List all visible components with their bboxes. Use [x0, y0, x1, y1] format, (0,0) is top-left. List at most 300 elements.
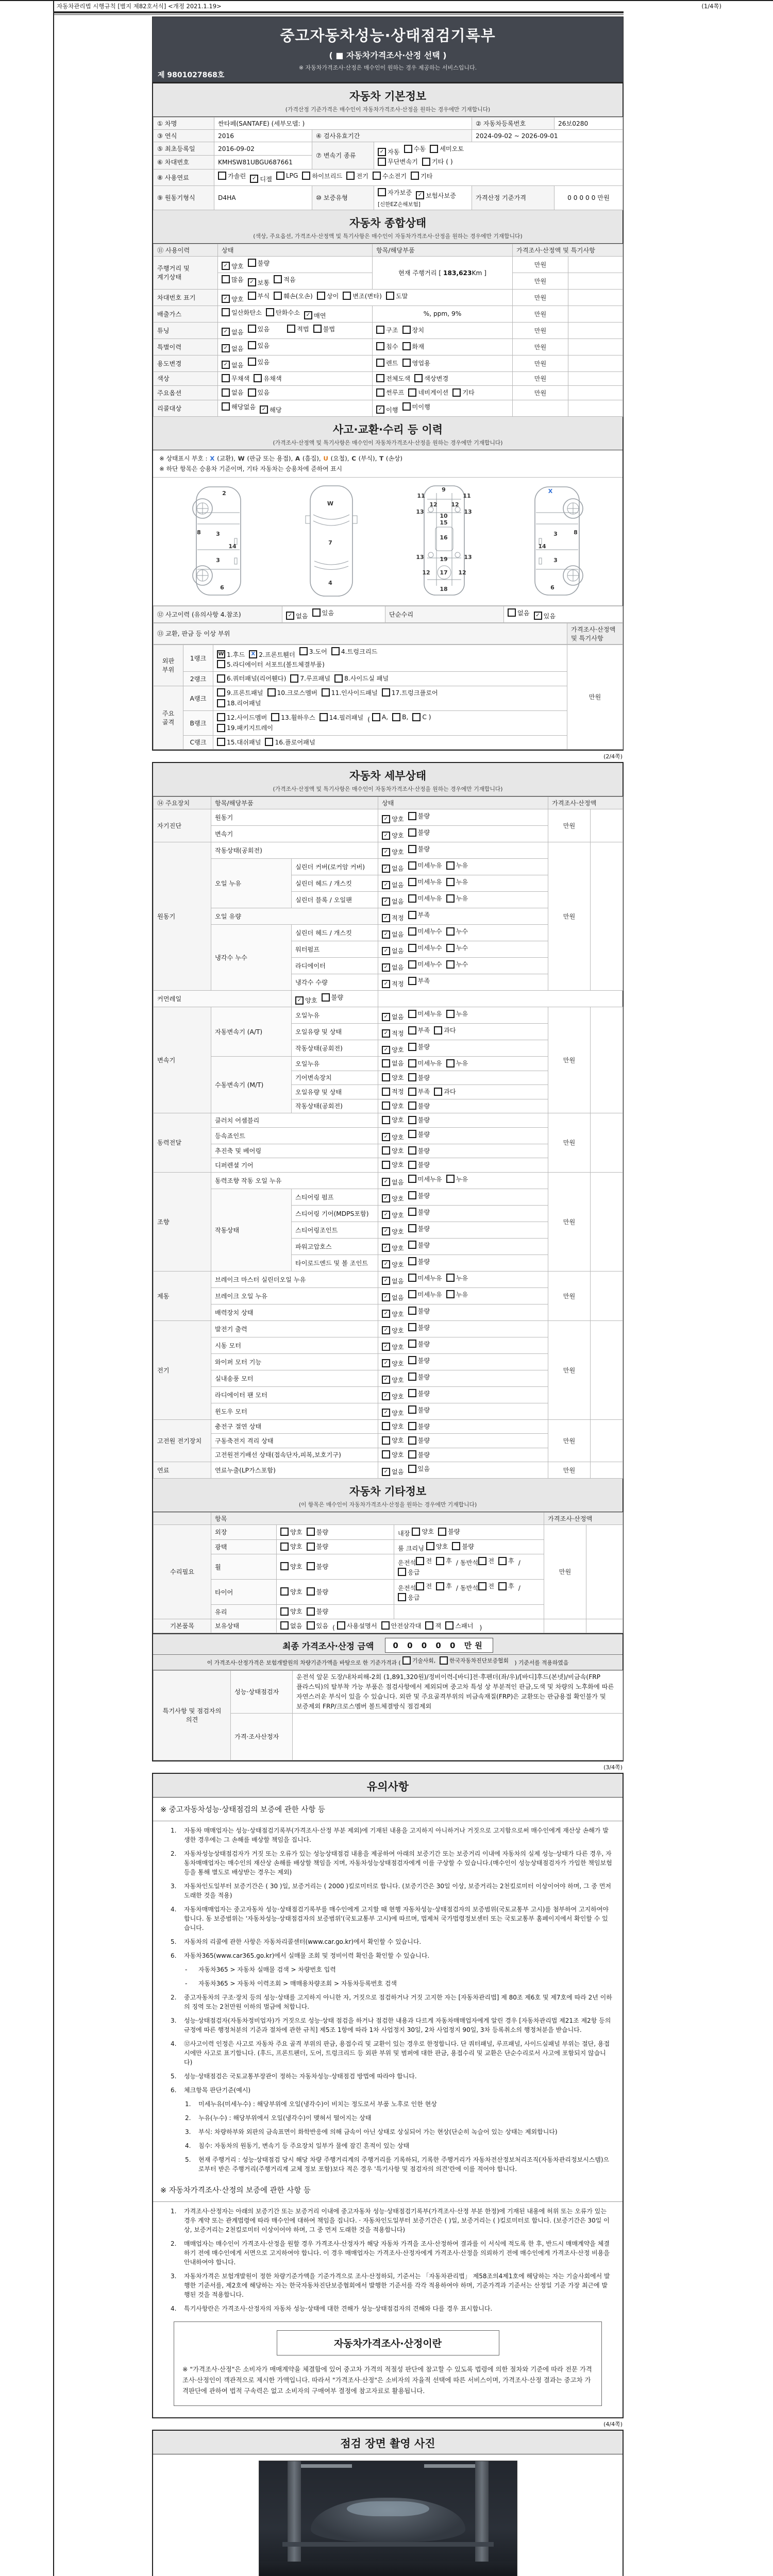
checkbox-양호[interactable]: ✓ 양호 [295, 996, 317, 1005]
table-cell: ① 차명 [154, 117, 214, 130]
table-cell: 배출가스 [154, 306, 218, 322]
checkbox-부족[interactable]: 부족 [408, 1026, 430, 1035]
checkbox-6.쿼터패널(리어휀다)[interactable]: 6.쿼터패널(리어휀다) [217, 674, 286, 683]
note-item: 3. 성능·상태점검자(자동차정비업자)가 거짓으로 성능·상태 점검을 하거나 점검한 내용과 다르게 자동차매매업자에게 알린 경우 [자동차관리법 제21조 제2항 등의 규정에 따른 행정처분의 기준과 절차에 관한 규칙] 제5조 1항에 따라 1차 사업정지 30일, 2차 사업정지 90일, 3차 등록취소의 행정처분을 받습니다. [171, 2016, 611, 2033]
checkbox-13.휠하우스[interactable]: 13.휠하우스 [271, 713, 315, 722]
checkbox-불량[interactable]: 불량 [408, 1146, 430, 1155]
checkbox-불량[interactable]: 불량 [408, 1257, 430, 1266]
table-cell [378, 1434, 548, 1448]
checkbox-있음[interactable]: 있음 [248, 358, 270, 366]
checkbox-양호[interactable]: ✓ 양호 [382, 1343, 404, 1351]
checkbox-불량[interactable]: 불량 [408, 1356, 430, 1365]
checkbox-침수[interactable]: 침수 [376, 342, 398, 351]
checkbox-누유[interactable]: 누유 [446, 877, 468, 886]
checkbox-후[interactable]: 후 [436, 1582, 452, 1590]
checkbox-불량[interactable]: 불량 [452, 1542, 474, 1551]
table-cell: 색상 [154, 371, 218, 386]
checkbox-불량[interactable]: 불량 [408, 1405, 430, 1414]
checkbox-없음[interactable]: 없음 [508, 608, 530, 617]
table-cell: 가격조사·산정액 [544, 1513, 623, 1525]
price-survey-definition-title: 자동차가격조사·산정이란 [277, 2330, 499, 2355]
table-cell: 가격·조사산정자 [231, 1713, 293, 1760]
table-cell [378, 1172, 548, 1189]
checkbox-있음[interactable]: 있음 [248, 388, 270, 397]
checkbox-자동[interactable]: ✓ 자동 [378, 147, 400, 156]
table-cell: 외장 [211, 1525, 277, 1540]
checkbox-일산화탄소[interactable]: 일산화탄소 [222, 308, 262, 317]
checkbox-적정[interactable]: 적정 [382, 1087, 404, 1096]
checkbox-불량[interactable]: 불량 [408, 1115, 430, 1124]
checkbox-양호[interactable]: ✓ 양호 [382, 831, 404, 840]
checkbox-불량[interactable]: 불량 [408, 1422, 430, 1431]
table-cell: 브레이크 오일 누유 [211, 1287, 378, 1304]
checkbox-훼손(오손)[interactable]: 훼손(오손) [274, 292, 313, 300]
checkbox-적음[interactable]: 적음 [274, 275, 296, 284]
checkbox-불량[interactable]: 불량 [408, 1208, 430, 1216]
checkbox-불량[interactable]: 불량 [307, 1587, 329, 1596]
note-item: 6. 체크항목 판단기준(예시) [171, 2086, 251, 2094]
checkbox-응급[interactable]: 응급 [398, 1593, 420, 1602]
table-cell [373, 322, 513, 338]
basic-info-title: 자동차 기본정보 [349, 90, 427, 103]
checkbox-양호[interactable]: 양호 [412, 1527, 434, 1536]
table-cell: 전기 [154, 1320, 211, 1419]
note-item: 4. ⑫사고이력 인정은 사고로 자동차 주요 골격 부위의 판금, 용접수리 및 교환이 있는 경우로 한정합니다. 단 쿼터패널, 루프패널, 사이드실패널 부위는 절단, 용접 시에만 사고로 표기합니다. (후드, 프론트펜더, 도어, 트렁크리드 등 외판 부위 및 범퍼에 대한 판금, 용접수리 및 교환은 단순수리로서 사고에 포함되지 않습니다) [171, 2040, 610, 2066]
checkbox-없음[interactable]: 없음 [280, 1621, 303, 1630]
checkbox-기타[interactable]: 기타 [411, 172, 433, 180]
table-cell [591, 1113, 623, 1173]
checkbox-썬루프[interactable]: 썬루프 [376, 388, 404, 397]
svg-text:19: 19 [440, 555, 448, 563]
table-cell: 실린더 커버(로커암 커버) [292, 859, 378, 875]
checkbox-양호[interactable]: 양호 [382, 1160, 404, 1169]
checkbox-없음[interactable]: ✓ 없음 [382, 1467, 404, 1476]
checkbox-불법[interactable]: 불법 [313, 325, 335, 333]
checkbox-불량[interactable]: 불량 [307, 1542, 329, 1551]
checkbox-없음[interactable]: ✓ 없음 [382, 963, 404, 972]
checkbox-기술사회,[interactable]: 기술사회, [402, 1656, 435, 1665]
table-cell: 만원 [513, 386, 568, 400]
checkbox-후[interactable]: 후 [436, 1556, 452, 1565]
checkbox-누유[interactable]: 누유 [446, 1059, 468, 1067]
checkbox-미세누유[interactable]: 미세누유 [408, 1059, 442, 1067]
table-cell: D4HA [214, 185, 312, 210]
checkbox-누유[interactable]: 누유 [446, 1175, 468, 1183]
checkbox-미세누수[interactable]: 미세누수 [408, 927, 442, 936]
table-cell: 12.사이드멤버 13.휠하우스 14.필러패널 ( A, B, C ) 19.패키지트레이 [213, 710, 567, 735]
checkbox-안전삼각대[interactable]: 안전삼각대 [381, 1621, 422, 1630]
checkbox-불량[interactable]: 불량 [408, 844, 430, 853]
svg-text:8: 8 [197, 529, 201, 536]
table-cell: 디퍼렌셜 기어 [211, 1158, 378, 1173]
checkbox-15.대쉬패널[interactable]: 15.대쉬패널 [217, 738, 261, 747]
svg-text:3: 3 [216, 530, 220, 537]
checkbox-미세누유[interactable]: 미세누유 [408, 894, 442, 903]
checkbox-양호[interactable]: 양호 [382, 1073, 404, 1082]
checkbox-9.프론트패널[interactable]: 9.프론트패널 [217, 688, 263, 697]
checkbox-세미오토[interactable]: 세미오토 [430, 144, 464, 153]
checkbox-없음[interactable]: 없음 [382, 1059, 404, 1067]
table-cell: 냉각수 누수 [211, 925, 292, 991]
checkbox-적법[interactable]: 적법 [287, 325, 309, 333]
checkbox-전체도색[interactable]: 전체도색 [376, 374, 410, 383]
checkbox-양호[interactable]: ✓ 양호 [382, 1392, 404, 1401]
checkbox-누수[interactable]: 누수 [446, 927, 468, 936]
checkbox-누유[interactable]: 누유 [446, 861, 468, 870]
table-cell [378, 1113, 548, 1128]
checkbox-불량[interactable]: 불량 [408, 1372, 430, 1381]
checkbox-양호[interactable]: 양호 [426, 1542, 448, 1551]
table-cell [568, 386, 623, 400]
table-cell [378, 875, 548, 892]
checkbox-있음[interactable]: ✓ 있음 [534, 612, 556, 620]
checkbox-19.패키지트레이[interactable]: 19.패키지트레이 [217, 723, 273, 732]
checkbox-양호[interactable]: ✓ 양호 [382, 1376, 404, 1384]
checkbox-기타 ( )[interactable]: 기타 ( ) [422, 157, 453, 166]
table-cell [591, 1271, 623, 1320]
checkbox-C )[interactable]: C ) [412, 713, 431, 721]
checkbox-14.필러패널[interactable]: 14.필러패널 [320, 713, 363, 722]
accident-history-row [153, 606, 623, 623]
checkbox-있음[interactable]: 있음 [312, 608, 334, 617]
checkbox-없음[interactable]: ✓ 없음 [222, 361, 244, 369]
table-cell [378, 809, 548, 826]
table-cell [378, 1304, 548, 1320]
checkbox-양호[interactable]: ✓ 양호 [382, 1227, 404, 1236]
checkbox-많음[interactable]: 많음 [222, 275, 244, 284]
checkbox-무단변속기[interactable]: 무단변속기 [378, 157, 418, 166]
note-item: 1. 자동차 매매업자는 성능·상태점검기록부(가격조사·산정 부분 제외)에 기재된 내용을 고지하지 아니하거나 거짓으로 고지함으로써 매수인에게 재산상 손해가 발생한 경우에는 그 손해를 배상할 책임을 집니다. [171, 1826, 609, 1843]
checkbox-불량[interactable]: 불량 [408, 828, 430, 837]
checkbox-전기[interactable]: 전기 [346, 172, 368, 180]
checkbox-수소전기[interactable]: 수소전기 [373, 172, 407, 180]
table-cell: ④ 검사유효기간 [312, 130, 472, 142]
checkbox-부족[interactable]: 부족 [408, 1087, 430, 1096]
checkbox-2.프론트휀더[interactable]: X 2.프론트휀더 [249, 650, 295, 659]
checkbox-B,[interactable]: B, [392, 713, 408, 721]
checkbox-부족[interactable]: 부족 [408, 976, 430, 985]
checkbox-하이브리드[interactable]: 하이브리드 [302, 172, 342, 180]
checkbox-양호[interactable]: ✓ 양호 [382, 1194, 404, 1203]
checkbox-미세누유[interactable]: 미세누유 [408, 1290, 442, 1299]
checkbox-불량[interactable]: 불량 [408, 1130, 430, 1139]
checkbox-상이[interactable]: 상이 [317, 292, 339, 300]
checkbox-양호[interactable]: 양호 [280, 1542, 303, 1551]
checkbox-양호[interactable]: ✓ 양호 [382, 1326, 404, 1335]
left-border [53, 0, 54, 2576]
table-cell [218, 400, 373, 416]
panel-exchange-header-row [153, 623, 623, 645]
checkbox-양호[interactable]: ✓ 양호 [382, 1244, 404, 1252]
checkbox-불량[interactable]: 불량 [248, 259, 270, 267]
checkbox-변조(변타)[interactable]: 변조(변타) [343, 292, 382, 300]
checkbox-도말[interactable]: 도말 [386, 292, 408, 300]
checkbox-불량[interactable]: 불량 [408, 1191, 430, 1200]
checkbox-해당없음[interactable]: 해당없음 [222, 402, 256, 411]
checkbox-탄화수소[interactable]: 탄화수소 [266, 308, 300, 317]
page3-box [152, 1773, 624, 2418]
checkbox-가솔린[interactable]: 가솔린 [218, 172, 246, 180]
checkbox-1.후드[interactable]: W 1.후드 [217, 650, 245, 659]
table-cell: 워터펌프 [292, 941, 378, 958]
detail-header [153, 763, 623, 796]
checkbox-없음[interactable]: ✓ 없음 [222, 328, 244, 336]
svg-text:14: 14 [228, 543, 237, 550]
checkbox-양호[interactable]: 양호 [382, 1115, 404, 1124]
checkbox-미세누수[interactable]: 미세누수 [408, 960, 442, 969]
checkbox-7.루프패널[interactable]: 7.루프패널 [290, 674, 330, 683]
checkbox-네비게이션[interactable]: 네비게이션 [408, 388, 448, 397]
checkbox-보험사보증[interactable]: ✓ 보험사보증 [416, 191, 456, 200]
checkbox-영업용[interactable]: 영업용 [402, 359, 430, 367]
checkbox-화재[interactable]: 화재 [402, 342, 425, 351]
checkbox-없음[interactable]: ✓ 없음 [382, 864, 404, 873]
checkbox-16.플로어패널[interactable]: 16.플로어패널 [265, 738, 315, 747]
checkbox-있음[interactable]: 있음 [307, 1621, 329, 1630]
checkbox-미세누수[interactable]: 미세누수 [408, 943, 442, 952]
checkbox-없음[interactable]: ✓ 없음 [382, 1293, 404, 1302]
checkbox-양호[interactable]: ✓ 양호 [382, 1359, 404, 1368]
checkbox-5.라디에이터 서포트(볼트체결부품)[interactable]: 5.라디에이터 서포트(볼트체결부품) [217, 660, 325, 669]
checkbox-없음[interactable]: ✓ 없음 [382, 1178, 404, 1187]
checkbox-없음[interactable]: 없음 [222, 388, 244, 397]
checkbox-양호[interactable]: ✓ 양호 [222, 262, 244, 270]
checkbox-누유[interactable]: 누유 [446, 1009, 468, 1018]
table-cell [568, 371, 623, 386]
final-price-band [153, 1633, 623, 1655]
checkbox-디젤[interactable]: ✓ 디젤 [250, 175, 272, 183]
table-cell [378, 1205, 548, 1222]
checkbox-미세누유[interactable]: 미세누유 [408, 1009, 442, 1018]
checkbox-적정[interactable]: ✓ 적정 [382, 1029, 404, 1038]
checkbox-누수[interactable]: 누수 [446, 960, 468, 969]
checkbox-17.트렁크플로어[interactable]: 17.트렁크플로어 [382, 688, 438, 697]
svg-text:3: 3 [553, 530, 558, 537]
table-cell: 가격조사·산정액 및 특기사항 [567, 623, 623, 644]
checkbox-양호[interactable]: 양호 [280, 1528, 303, 1536]
accident-header [153, 417, 623, 450]
checkbox-있음[interactable]: 있음 [248, 341, 270, 350]
svg-text:X: X [548, 487, 553, 495]
checkbox-불량[interactable]: 불량 [408, 1450, 430, 1459]
checkbox-12.사이드멤버[interactable]: 12.사이드멤버 [217, 713, 267, 722]
checkbox-전[interactable]: 전 [416, 1582, 432, 1590]
checkbox-불량[interactable]: 불량 [408, 1073, 430, 1082]
table-cell: 주요 골격 [154, 686, 183, 750]
table-cell [374, 142, 623, 170]
svg-text:17: 17 [440, 569, 448, 576]
checkbox-전[interactable]: 전 [416, 1556, 432, 1565]
checkbox-후[interactable]: 후 [498, 1556, 514, 1565]
checkbox-미세누유[interactable]: 미세누유 [408, 1175, 442, 1183]
table-cell [378, 1024, 548, 1040]
checkbox-색상변경[interactable]: 색상변경 [414, 374, 448, 383]
checkbox-부족[interactable]: 부족 [408, 910, 430, 919]
checkbox-누유[interactable]: 누유 [446, 1274, 468, 1282]
checkbox-부식[interactable]: 부식 [248, 292, 270, 300]
checkbox-양호[interactable]: ✓ 양호 [382, 1045, 404, 1054]
checkbox-양호[interactable]: 양호 [382, 1146, 404, 1155]
checkbox-3.도어[interactable]: 3.도어 [299, 647, 327, 656]
checkbox-보통[interactable]: ✓ 보통 [248, 278, 270, 287]
basic-info-note: (가격산정 기준가격은 매수인이 자동차가격조사·산정을 원하는 경우에만 기재합니다) [285, 106, 491, 113]
checkbox-불량[interactable]: 불량 [408, 1160, 430, 1169]
checkbox-있음[interactable]: 있음 [408, 1464, 430, 1473]
checkbox-양호[interactable]: 양호 [382, 1450, 404, 1459]
checkbox-없음[interactable]: ✓ 없음 [382, 1277, 404, 1285]
table-cell: 라디에이터 팬 모터 [211, 1386, 378, 1403]
checkbox-양호[interactable]: ✓ 양호 [382, 848, 404, 856]
svg-text:13: 13 [416, 553, 424, 561]
checkbox-렌트[interactable]: 렌트 [376, 359, 398, 367]
note-subitem: 5. 현재 주행거리 : 성능·상태점검 당시 해당 차량 주행거리계의 주행거리를 기록하되, 기록한 주행거리가 자동차전산정보처리조직(자동차관리정보시스템)으로부터 받은 주행거리(주행거리계 교체 정보 포함)보다 적은 경우 '특기사항 및 점검자의 의견'란에 이를 적어야 합니다. [185, 2156, 610, 2173]
svg-text:8: 8 [574, 529, 578, 536]
table-cell [591, 1462, 623, 1479]
checkbox-4.트렁크리드[interactable]: 4.트렁크리드 [331, 647, 378, 656]
checkbox-없음[interactable]: ✓ 없음 [222, 344, 244, 353]
checkbox-불량[interactable]: 불량 [322, 993, 344, 1002]
table-cell: 실내송풍 모터 [211, 1370, 378, 1386]
table-cell [568, 322, 623, 338]
table-cell: 만원 [567, 645, 623, 750]
checkbox-적정[interactable]: ✓ 적정 [382, 979, 404, 988]
checkbox-양호[interactable]: 양호 [382, 1101, 404, 1110]
checkbox-매연[interactable]: ✓ 매연 [304, 311, 326, 320]
note-subitem: 2. 누유(누수) : 해당부위에서 오일(냉각수)이 맺혀서 떨어지는 상태 [185, 2114, 372, 2122]
table-cell: 고전원전기배선 상태(접속단자,피복,보호기구) [211, 1448, 378, 1462]
checkbox-기타[interactable]: 기타 [452, 388, 475, 397]
checkbox-양호[interactable]: ✓ 양호 [222, 295, 244, 303]
table-cell: ⑪ 사용이력 [154, 244, 218, 256]
checkbox-미세누유[interactable]: 미세누유 [408, 861, 442, 870]
mark-X: X [210, 454, 215, 462]
table-cell [544, 1619, 586, 1633]
checkbox-응급[interactable]: 응급 [398, 1568, 420, 1577]
checkbox-누유[interactable]: 누유 [446, 894, 468, 903]
table-cell [378, 1386, 548, 1403]
note-item: 5. 자동차의 리콜에 관한 사항은 자동차리콜센터(www.car.go.kr)에서 확인할 수 있습니다. [171, 1938, 422, 1945]
checkbox-이행[interactable]: ✓ 이행 [376, 405, 398, 414]
table-cell [214, 169, 623, 185]
checkbox-한국자동차진단보증협회[interactable]: 한국자동차진단보증협회 [440, 1656, 509, 1665]
checkbox-불량[interactable]: 불량 [408, 1436, 430, 1445]
checkbox-불량[interactable]: 불량 [408, 1323, 430, 1332]
etc-title: 자동차 기타정보 [349, 1485, 427, 1498]
table-cell: 항목/해당부품 [373, 244, 513, 256]
checkbox-적정[interactable]: ✓ 적정 [382, 913, 404, 922]
checkbox-없음[interactable]: ✓ 없음 [382, 880, 404, 889]
table-cell: 특별이력 [154, 338, 218, 355]
checkbox-10.크로스멤버[interactable]: 10.크로스멤버 [267, 688, 317, 697]
table-cell: 만원 [513, 306, 568, 322]
checkbox-수동[interactable]: 수동 [404, 144, 426, 153]
checkbox-미이행[interactable]: 미이행 [402, 402, 430, 411]
checkbox-불량[interactable]: 불량 [307, 1528, 329, 1536]
checkbox-양호[interactable]: ✓ 양호 [382, 1409, 404, 1417]
table-cell: 라디에이터 [292, 958, 378, 974]
checkbox-불량[interactable]: 불량 [307, 1562, 329, 1571]
checkbox-LPG[interactable]: LPG [276, 172, 298, 180]
checkbox-8.사이드실 패널[interactable]: 8.사이드실 패널 [334, 674, 389, 683]
table-cell [378, 892, 548, 908]
checkbox-양호[interactable]: ✓ 양호 [382, 815, 404, 823]
checkbox-불량[interactable]: 불량 [408, 1101, 430, 1110]
table-cell [154, 1513, 211, 1525]
checkbox-무채색[interactable]: 무채색 [222, 374, 249, 383]
svg-text:6: 6 [220, 584, 224, 591]
checkbox-양호[interactable]: ✓ 양호 [382, 1310, 404, 1318]
checkbox-양호[interactable]: ✓ 양호 [382, 1133, 404, 1142]
checkbox-불량[interactable]: 불량 [307, 1607, 329, 1616]
table-cell [378, 1127, 548, 1144]
checkbox-자가보증[interactable]: 자가보증 [378, 188, 412, 197]
checkbox-불량[interactable]: 불량 [408, 1241, 430, 1249]
checkbox-전[interactable]: 전 [478, 1556, 494, 1565]
checkbox-있음[interactable]: 있음 [248, 325, 270, 333]
checkbox-불량[interactable]: 불량 [408, 1389, 430, 1398]
checkbox-구조[interactable]: 구조 [376, 326, 398, 334]
checkbox-불량[interactable]: 불량 [408, 1042, 430, 1051]
checkbox-불량[interactable]: 불량 [408, 811, 430, 820]
checkbox-누수[interactable]: 누수 [446, 943, 468, 952]
double-rule [53, 11, 624, 15]
checkbox-과다[interactable]: 과다 [434, 1087, 456, 1096]
table-cell: 0 0 0 0 0 만원 [554, 185, 623, 210]
checkbox-없음[interactable]: ✓ 없음 [382, 1012, 404, 1021]
checkbox-누유[interactable]: 누유 [446, 1290, 468, 1299]
checkbox-양호[interactable]: ✓ 양호 [382, 1211, 404, 1219]
checkbox-장치[interactable]: 장치 [402, 326, 425, 334]
checkbox-불량[interactable]: 불량 [408, 1340, 430, 1348]
table-cell: 2016-09-02 [214, 142, 312, 156]
checkbox-해당[interactable]: ✓ 해당 [260, 405, 282, 414]
checkbox-미세누유[interactable]: 미세누유 [408, 877, 442, 886]
checkbox-양호[interactable]: 양호 [280, 1562, 303, 1571]
table-cell [378, 1040, 548, 1057]
checkbox-A,[interactable]: A, [372, 713, 388, 721]
checkbox-스패너[interactable]: 스패너 [445, 1621, 473, 1630]
note-subitem: 3. 부식: 차량하부와 외판의 금속표면이 화학반응에 의해 금속이 아닌 상태로 상실되어 가는 현상(단순히 녹슬어 있는 상태는 제외합니다) [185, 2128, 558, 2136]
checkbox-미세누유[interactable]: 미세누유 [408, 1274, 442, 1282]
checkbox-양호[interactable]: 양호 [280, 1607, 303, 1616]
page-marker-2: (2/4쪽) [603, 753, 623, 760]
checkbox-양호[interactable]: 양호 [280, 1587, 303, 1596]
checkbox-과다[interactable]: 과다 [434, 1026, 456, 1035]
table-cell: 리콜대상 [154, 400, 218, 416]
checkbox-18.리어패널[interactable]: 18.리어패널 [217, 699, 261, 707]
checkbox-불량[interactable]: 불량 [408, 1307, 430, 1315]
mark-W: W [238, 454, 245, 462]
checkbox-후[interactable]: 후 [498, 1582, 514, 1590]
checkbox-11.인사이드패널[interactable]: 11.인사이드패널 [322, 688, 378, 697]
mark-legend-line: ※ 상태표시 부호 : X (교환), W (판금 또는 용접), A (흠집), U (요철), C (부식), T (손상) [159, 454, 402, 462]
checkbox-없음[interactable]: ✓ 없음 [382, 946, 404, 955]
checkbox-불량[interactable]: 불량 [438, 1527, 460, 1536]
checkbox-없음[interactable]: ✓ 없음 [382, 897, 404, 906]
checkbox-잭[interactable]: 잭 [425, 1621, 441, 1630]
checkbox-양호[interactable]: ✓ 양호 [382, 1260, 404, 1269]
table-cell [277, 1554, 394, 1580]
checkbox-양호[interactable]: 양호 [382, 1436, 404, 1445]
checkbox-사용설명서[interactable]: 사용설명서 [337, 1621, 377, 1630]
checkbox-없음[interactable]: ✓ 없음 [286, 612, 308, 620]
checkbox-양호[interactable]: 양호 [382, 1422, 404, 1431]
checkbox-유채색[interactable]: 유채색 [254, 374, 281, 383]
checkbox-전[interactable]: 전 [478, 1582, 494, 1590]
checkbox-없음[interactable]: ✓ 없음 [382, 930, 404, 939]
checkbox-불량[interactable]: 불량 [408, 1224, 430, 1233]
table-cell: 운전석 전 후 / 동반석 전 후 / 응급 [394, 1580, 544, 1605]
